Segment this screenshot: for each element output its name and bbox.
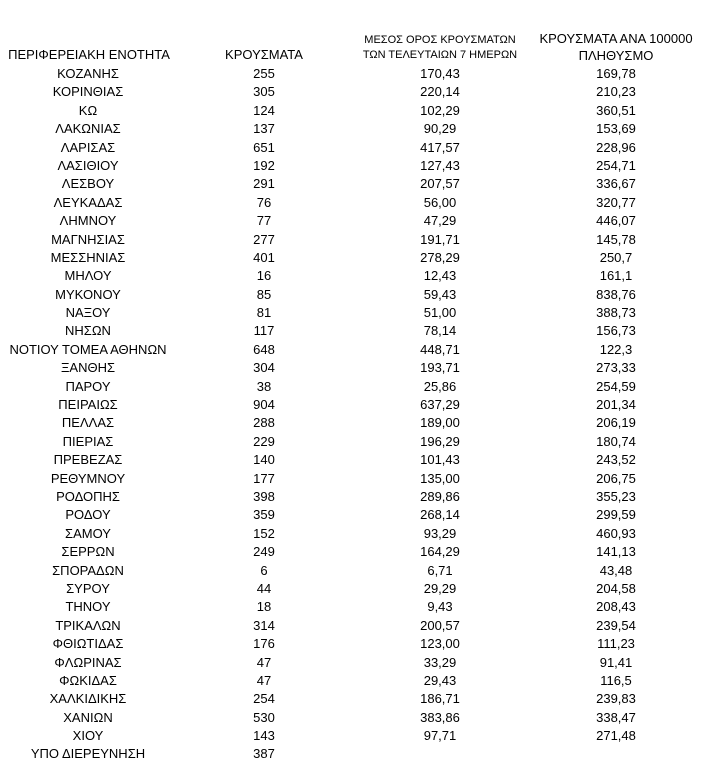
table-row [0, 525, 704, 543]
cases-cell: 304 [253, 360, 275, 376]
cases-cell: 47 [256, 672, 272, 688]
per100k-cell: 254,71 [596, 157, 636, 173]
table-row [0, 506, 704, 524]
region-cell: ΧΙΟΥ [72, 728, 104, 744]
cases-cell: 81 [256, 305, 272, 321]
per100k-cell: 239,54 [596, 617, 636, 633]
region-cell: ΦΩΚΙΔΑΣ [59, 672, 117, 688]
table-row [0, 745, 704, 763]
region-cell: ΝΗΣΩΝ [65, 323, 111, 339]
cases-cell: 648 [253, 341, 275, 357]
header-avg7-line1: ΜΕΣΟΣ ΟΡΟΣ ΚΡΟΥΣΜΑΤΩΝ [364, 34, 516, 46]
avg7-cell: 78,14 [423, 323, 457, 339]
region-cell: ΛΕΣΒΟΥ [61, 176, 115, 192]
avg7-cell: 47,29 [423, 213, 457, 229]
cases-cell: 143 [253, 728, 275, 744]
region-cell: ΛΕΥΚΑΔΑΣ [53, 194, 123, 210]
table-row [0, 433, 704, 451]
region-cell: ΤΡΙΚΑΛΩΝ [55, 617, 121, 633]
per100k-cell: 91,41 [599, 654, 633, 670]
cases-cell: 117 [253, 323, 275, 339]
region-cell: ΤΗΝΟΥ [65, 599, 111, 615]
cases-cell: 288 [253, 415, 275, 431]
cases-cell: 387 [253, 746, 275, 762]
avg7-cell: 93,29 [423, 525, 457, 541]
avg7-cell: 25,86 [423, 378, 457, 394]
cases-cell: 176 [253, 636, 275, 652]
table-row [0, 102, 704, 120]
avg7-cell: 97,71 [423, 728, 457, 744]
avg7-cell: 9,43 [427, 599, 453, 615]
cases-cell: 254 [253, 691, 275, 707]
cases-cell: 6 [260, 562, 268, 578]
region-cell: ΜΕΣΣΗΝΙΑΣ [50, 249, 126, 265]
header-per100k-line2: ΠΛΗΘΥΣΜΟ [578, 48, 654, 63]
header-region [0, 47, 178, 63]
cases-cell: 77 [256, 213, 272, 229]
cases-cell: 76 [256, 194, 272, 210]
cases-cell: 530 [253, 709, 275, 725]
cases-cell: 140 [253, 452, 275, 468]
per100k-cell: 153,69 [596, 121, 636, 137]
cases-cell: 44 [256, 580, 272, 596]
avg7-cell: 33,29 [423, 654, 457, 670]
region-cell: ΚΩ [78, 102, 98, 118]
per100k-cell: 360,51 [596, 102, 636, 118]
avg7-cell: 102,29 [420, 102, 460, 118]
region-cell: ΠΕΙΡΑΙΩΣ [58, 397, 118, 413]
region-cell: ΥΠΟ ΔΙΕΡΕΥΝΗΣΗ [30, 746, 146, 762]
avg7-cell: 196,29 [420, 433, 460, 449]
region-cell: ΛΑΚΩΝΙΑΣ [55, 121, 121, 137]
region-cell: ΛΑΣΙΘΙΟΥ [57, 157, 119, 173]
avg7-cell: 127,43 [420, 157, 460, 173]
region-cell: ΧΑΝΙΩΝ [63, 709, 113, 725]
avg7-cell: 12,43 [423, 268, 457, 284]
cases-cell: 651 [253, 139, 275, 155]
per100k-cell: 122,3 [599, 341, 633, 357]
region-cell: ΝΑΞΟΥ [65, 305, 111, 321]
table-row [0, 727, 704, 745]
table-row [0, 194, 704, 212]
per100k-cell: 338,47 [596, 709, 636, 725]
header-region-label: ΠΕΡΙΦΕΡΕΙΑΚΗ ΕΝΟΤΗΤΑ [8, 47, 170, 62]
cases-cell: 152 [253, 525, 275, 541]
region-cell: ΜΗΛΟΥ [64, 268, 112, 284]
region-cell: ΦΛΩΡΙΝΑΣ [54, 654, 122, 670]
per100k-cell: 388,73 [596, 305, 636, 321]
per100k-cell: 250,7 [599, 249, 633, 265]
cases-cell: 192 [253, 157, 275, 173]
region-cell: ΡΕΘΥΜΝΟΥ [50, 470, 126, 486]
header-avg7 [350, 33, 530, 63]
region-cell: ΣΠΟΡΑΔΩΝ [52, 562, 124, 578]
table-row [0, 139, 704, 157]
avg7-cell: 90,29 [423, 121, 457, 137]
table-row [0, 120, 704, 138]
table-row [0, 635, 704, 653]
avg7-cell: 289,86 [420, 488, 460, 504]
table-row [0, 249, 704, 267]
table-row [0, 654, 704, 672]
region-cell: ΠΕΛΛΑΣ [61, 415, 115, 431]
cases-cell: 229 [253, 433, 275, 449]
table-row [0, 286, 704, 304]
table-row [0, 212, 704, 230]
avg7-cell: 637,29 [420, 397, 460, 413]
per100k-cell: 145,78 [596, 231, 636, 247]
table-row [0, 598, 704, 616]
avg7-cell: 135,00 [420, 470, 460, 486]
header-cases [218, 47, 310, 63]
table-row [0, 65, 704, 83]
per100k-cell: 228,96 [596, 139, 636, 155]
region-cell: ΦΘΙΩΤΙΔΑΣ [52, 636, 124, 652]
cases-cell: 401 [253, 249, 275, 265]
region-cell: ΠΡΕΒΕΖΑΣ [53, 452, 123, 468]
avg7-cell: 101,43 [420, 452, 460, 468]
avg7-cell: 448,71 [420, 341, 460, 357]
table-row [0, 304, 704, 322]
table-row [0, 617, 704, 635]
avg7-cell: 207,57 [420, 176, 460, 192]
avg7-cell: 189,00 [420, 415, 460, 431]
cases-cell: 18 [256, 599, 272, 615]
avg7-cell: 123,00 [420, 636, 460, 652]
cases-cell: 277 [253, 231, 275, 247]
avg7-cell: 191,71 [420, 231, 460, 247]
table-row [0, 562, 704, 580]
per100k-cell: 446,07 [596, 213, 636, 229]
header-per100k-line1: ΚΡΟΥΣΜΑΤΑ ΑΝΑ 100000 [539, 31, 693, 46]
cases-cell: 359 [253, 507, 275, 523]
region-cell: ΜΑΓΝΗΣΙΑΣ [51, 231, 125, 247]
avg7-cell: 186,71 [420, 691, 460, 707]
cases-cell: 255 [253, 66, 275, 81]
header-cases-label: ΚΡΟΥΣΜΑΤΑ [225, 47, 303, 62]
region-cell: ΣΑΜΟΥ [65, 525, 111, 541]
per100k-cell: 460,93 [596, 525, 636, 541]
avg7-cell: 200,57 [420, 617, 460, 633]
table-row [0, 580, 704, 598]
per100k-cell: 161,1 [599, 268, 633, 284]
per100k-cell: 206,19 [596, 415, 636, 431]
avg7-cell: 29,29 [423, 580, 457, 596]
table-row [0, 378, 704, 396]
cases-cell: 904 [253, 397, 275, 413]
table-body [0, 65, 704, 764]
per100k-cell: 180,74 [596, 433, 636, 449]
table-row [0, 488, 704, 506]
cases-cell: 314 [253, 617, 275, 633]
table-row [0, 414, 704, 432]
per100k-cell: 254,59 [596, 378, 636, 394]
cases-cell: 177 [253, 470, 275, 486]
table-row [0, 322, 704, 340]
header-avg7-line2: ΤΩΝ ΤΕΛΕΥΤΑΙΩΝ 7 ΗΜΕΡΩΝ [362, 49, 518, 61]
region-cell: ΠΙΕΡΙΑΣ [62, 433, 114, 449]
region-cell: ΣΕΡΡΩΝ [61, 544, 115, 560]
table-row [0, 451, 704, 469]
region-cell: ΚΟΖΑΝΗΣ [57, 66, 119, 81]
table-row [0, 359, 704, 377]
per100k-cell: 210,23 [596, 84, 636, 100]
cases-cell: 38 [256, 378, 272, 394]
table-row [0, 83, 704, 101]
per100k-cell: 271,48 [596, 728, 636, 744]
cases-cell: 85 [256, 286, 272, 302]
cases-cell: 291 [253, 176, 275, 192]
avg7-cell: 170,43 [420, 66, 460, 81]
per100k-cell: 169,78 [596, 66, 636, 81]
per100k-cell: 116,5 [600, 672, 632, 688]
table-row [0, 543, 704, 561]
per100k-cell: 299,59 [596, 507, 636, 523]
table-row [0, 690, 704, 708]
cases-cell: 137 [253, 121, 275, 137]
region-cell: ΝΟΤΙΟΥ ΤΟΜΕΑ ΑΘΗΝΩΝ [9, 341, 167, 357]
per100k-cell: 355,23 [596, 488, 636, 504]
cases-cell: 398 [253, 488, 275, 504]
table-row [0, 396, 704, 414]
avg7-cell: 51,00 [423, 305, 457, 321]
per100k-cell: 838,76 [596, 286, 636, 302]
table-row [0, 267, 704, 285]
avg7-cell: 6,71 [427, 562, 453, 578]
table-row [0, 470, 704, 488]
avg7-cell: 417,57 [420, 139, 460, 155]
avg7-cell: 278,29 [420, 249, 460, 265]
region-cell: ΧΑΛΚΙΔΙΚΗΣ [49, 691, 127, 707]
cases-cell: 47 [256, 654, 272, 670]
region-cell: ΣΥΡΟΥ [66, 580, 110, 596]
table-row [0, 231, 704, 249]
table-row [0, 341, 704, 359]
cases-cell: 249 [253, 544, 275, 560]
region-cell: ΛΗΜΝΟΥ [59, 213, 117, 229]
per100k-cell: 336,67 [596, 176, 636, 192]
region-cell: ΚΟΡΙΝΘΙΑΣ [52, 84, 124, 100]
table-row [0, 672, 704, 690]
cases-cell: 124 [253, 102, 275, 118]
region-cell: ΡΟΔΟΥ [65, 507, 111, 523]
per100k-cell: 201,34 [596, 397, 636, 413]
per100k-cell: 273,33 [596, 360, 636, 376]
per100k-cell: 111,23 [597, 636, 635, 652]
cases-cell: 305 [253, 84, 275, 100]
table-row [0, 175, 704, 193]
table-row [0, 709, 704, 727]
avg7-cell: 383,86 [420, 709, 460, 725]
per100k-cell: 156,73 [596, 323, 636, 339]
avg7-cell: 268,14 [420, 507, 460, 523]
avg7-cell: 59,43 [423, 286, 457, 302]
avg7-cell: 193,71 [420, 360, 460, 376]
region-cell: ΛΑΡΙΣΑΣ [60, 139, 116, 155]
per100k-cell: 204,58 [596, 580, 636, 596]
avg7-cell: 220,14 [420, 84, 460, 100]
region-cell: ΞΑΝΘΗΣ [60, 360, 116, 376]
table-row [0, 157, 704, 175]
per100k-cell: 43,48 [599, 562, 633, 578]
per100k-cell: 208,43 [596, 599, 636, 615]
header-per100k [526, 30, 704, 64]
region-cell: ΡΟΔΟΠΗΣ [56, 488, 120, 504]
region-cell: ΠΑΡΟΥ [65, 378, 111, 394]
avg7-cell: 29,43 [423, 672, 457, 688]
per100k-cell: 243,52 [596, 452, 636, 468]
per100k-cell: 141,13 [596, 544, 636, 560]
per100k-cell: 206,75 [596, 470, 636, 486]
avg7-cell: 56,00 [423, 194, 457, 210]
per100k-cell: 320,77 [596, 194, 636, 210]
avg7-cell: 164,29 [420, 544, 460, 560]
cases-cell: 16 [256, 268, 272, 284]
region-cell: ΜΥΚΟΝΟΥ [55, 286, 121, 302]
per100k-cell: 239,83 [596, 691, 636, 707]
